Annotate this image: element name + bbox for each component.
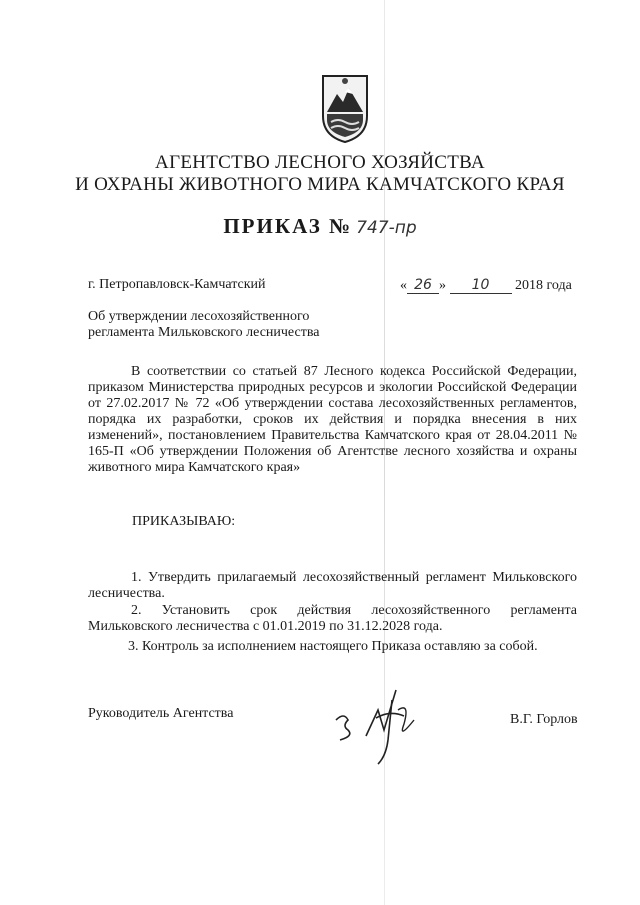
order-title xyxy=(0,214,640,239)
date-close-quote: » xyxy=(439,278,446,293)
order-directive: ПРИКАЗЫВАЮ: xyxy=(132,514,236,529)
date-open-quote: « xyxy=(400,278,407,293)
document-date xyxy=(400,277,580,294)
subject-line2: регламента Мильковского лесничества xyxy=(88,325,320,340)
order-item-1: 1. Утвердить прилагаемый лесохозяйственный регламент Мильковского лесничества. xyxy=(88,570,577,601)
order-subject xyxy=(88,309,368,341)
signatory-name: В.Г. Горлов xyxy=(510,712,578,727)
handwritten-signature xyxy=(318,680,438,770)
date-year: 2018 года xyxy=(515,278,572,293)
agency-name-line1: АГЕНТСТВО ЛЕСНОГО ХОЗЯЙСТВА xyxy=(155,152,485,173)
document-city: г. Петропавловск-Камчатский xyxy=(88,277,266,292)
date-day: 26 xyxy=(407,277,439,294)
order-item-2: 2. Установить срок действия лесохозяйственного регламента Мильковского лесничества с 01.01.2019 по 31.12.2028 года. xyxy=(88,603,577,634)
order-item-3: 3. Контроль за исполнением настоящего Приказа оставляю за собой. xyxy=(128,639,538,654)
kamchatka-coat-of-arms-icon xyxy=(319,72,371,144)
date-month: 10 xyxy=(450,277,512,294)
subject-line1: Об утверждении лесохозяйственного xyxy=(88,309,310,324)
signatory-position: Руководитель Агентства xyxy=(88,706,234,721)
order-title-label: ПРИКАЗ № xyxy=(223,214,353,238)
preamble-paragraph: В соответствии со статьей 87 Лесного кодекса Российской Федерации, приказом Министерства природных ресурсов и экологии Российской Федерации от 27.02.2017 № 72 «Об утверждении состава лесохозяйственных регламентов, порядка их разработки, сроков их действия и порядка внесения в них изменений», постановлением Правительства Камчатского края от 28.04.2011 № 165-П «Об утверждении Положения об Агентстве лесного хозяйства и охраны животного мира Камчатского края» xyxy=(88,364,577,475)
order-number: 747-пр xyxy=(356,218,417,238)
agency-name-line2: И ОХРАНЫ ЖИВОТНОГО МИРА КАМЧАТСКОГО КРАЯ xyxy=(75,174,565,195)
